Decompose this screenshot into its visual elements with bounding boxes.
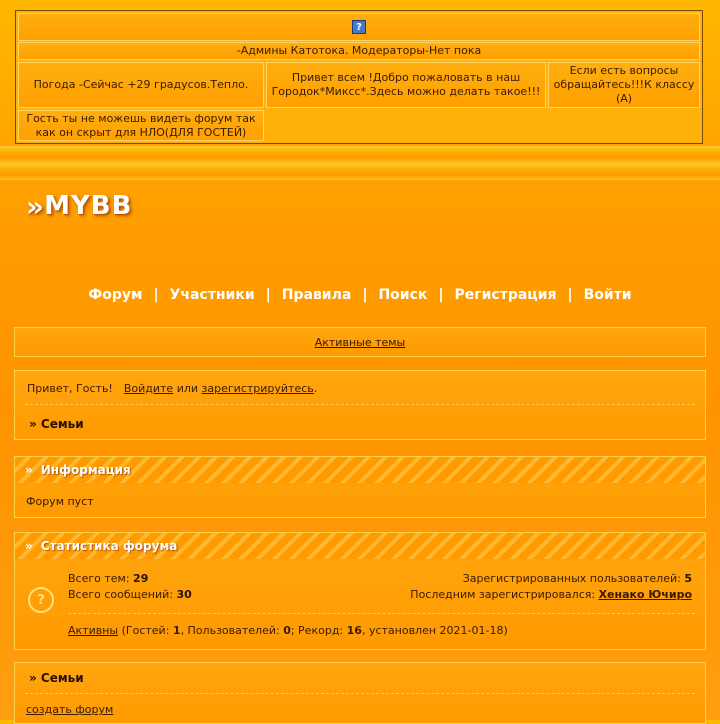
nav-search[interactable]: Поиск (378, 287, 428, 303)
create-forum-link[interactable]: создать форум (26, 703, 114, 716)
stat-topics-label: Всего тем: (68, 572, 134, 585)
greeting-line (27, 382, 317, 395)
stat-posts (68, 588, 192, 601)
stats-arrow-icon: » (25, 539, 33, 553)
nav-forum[interactable]: Форум (88, 287, 143, 303)
nav-members[interactable]: Участники (169, 287, 255, 303)
stats-divider (68, 613, 695, 614)
stat-topics (68, 572, 148, 585)
nav-login[interactable]: Войти (583, 287, 632, 303)
nav-separator: | (153, 287, 159, 303)
stat-registered (463, 572, 692, 585)
families-box (14, 662, 706, 724)
stat-topics-value: 29 (133, 572, 149, 585)
nav-separator: | (362, 287, 368, 303)
announcement-admins: -Админы Катотока. Модераторы-Нет пока (18, 42, 700, 60)
info-body: Форум пуст (26, 495, 94, 508)
stats-title: Статистика форума (40, 539, 178, 553)
broken-image-icon: ? (352, 20, 366, 34)
nav-separator: | (265, 287, 271, 303)
info-title: Информация (40, 463, 131, 477)
login-link[interactable]: Войдите (123, 382, 174, 395)
logo-chevron-icon: » (26, 189, 39, 223)
active-users-link[interactable]: Активны (68, 624, 119, 637)
guests-value: 1 (172, 624, 181, 637)
announcement-image-cell (18, 13, 700, 41)
announcement-weather: Погода -Сейчас +29 градусов.Тепло. (18, 62, 264, 108)
info-arrow-icon: » (25, 463, 33, 477)
register-link[interactable]: зарегистрируйтесь (201, 382, 314, 395)
record-value: 16 (346, 624, 362, 637)
announcement-questions: Если есть вопросы обращайтесь!!!К классу (А) (548, 62, 700, 108)
announcement-guest: Гость ты не можешь видеть форум так как он скрыт для НЛО(ДЛЯ ГОСТЕЙ) (18, 110, 264, 141)
stat-posts-value: 30 (176, 588, 192, 601)
greeting-dot: . (313, 382, 318, 395)
announcement-table (15, 10, 703, 144)
families-divider (25, 693, 695, 694)
stats-icon: ? (28, 587, 54, 613)
nav-register[interactable]: Регистрация (454, 287, 557, 303)
nav-rules[interactable]: Правила (281, 287, 352, 303)
stat-posts-label: Всего сообщений: (68, 588, 177, 601)
info-box (14, 456, 706, 518)
record-date: , установлен 2021-01-18) (361, 624, 508, 637)
stat-registered-value: 5 (684, 572, 692, 585)
logo-text: MYBB (44, 191, 133, 221)
stats-header (15, 533, 705, 559)
greeting-text: Привет, Гость! (27, 382, 113, 395)
decorative-band (0, 146, 720, 180)
stat-active-line (68, 624, 508, 637)
active-topics-link[interactable]: Активные темы (314, 335, 406, 349)
users-value: 0 (283, 624, 291, 637)
last-user-link[interactable]: Хенако Ючиро (598, 588, 692, 601)
stat-registered-label: Зарегистрированных пользователей: (462, 572, 685, 585)
families-section-title[interactable]: » Семьи (29, 417, 84, 431)
announcement-welcome: Привет всем !Добро пожаловать в наш Городок*Миксс*.Здесь можно делать такое!!! (266, 62, 546, 108)
nav-separator: | (438, 287, 444, 303)
greeting-box (14, 370, 706, 440)
stat-last-registered (410, 588, 692, 601)
main-navigation (0, 285, 720, 305)
stats-box (14, 532, 706, 650)
greeting-or: или (176, 382, 199, 395)
guests-label: (Гостей: (118, 624, 173, 637)
families-title[interactable]: » Семьи (29, 671, 84, 685)
stat-last-label: Последним зарегистрировался: (410, 588, 599, 601)
users-label: , Пользователей: (180, 624, 284, 637)
greeting-divider (25, 404, 695, 405)
active-topics-bar (14, 327, 706, 357)
record-label: ; Рекорд: (290, 624, 347, 637)
info-header (15, 457, 705, 483)
nav-separator: | (567, 287, 573, 303)
site-logo[interactable] (26, 190, 132, 222)
